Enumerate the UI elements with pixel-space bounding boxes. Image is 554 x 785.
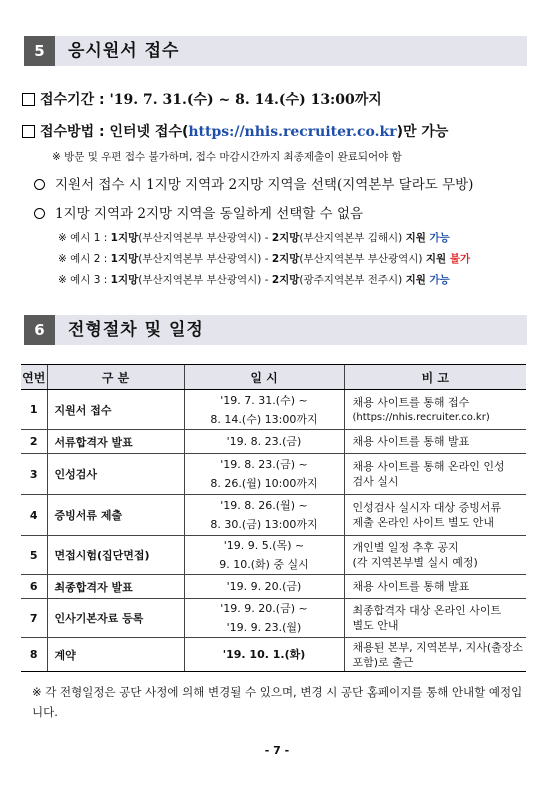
row-remark-line1: 채용된 본부, 지역본부, 지사(출장소 <box>352 640 524 654</box>
table-row <box>21 536 526 575</box>
row-category: 면접시험(집단면접) <box>47 536 184 575</box>
row-remark-line2: 제출 온라인 사이트 별도 안내 <box>352 516 494 529</box>
row-date-line2: 8. 14.(수) 13:00까지 <box>210 412 318 426</box>
second-choice-detail: (부산지역본부 김해시) <box>299 232 406 244</box>
bullet-2 <box>34 202 363 222</box>
verdict-value: 가능 <box>429 232 450 244</box>
section-6-header <box>24 315 527 345</box>
bullet-1 <box>34 173 473 193</box>
recruit-url-text: (https://nhis.recruiter.co.kr) <box>352 411 490 423</box>
row-remark <box>344 536 526 575</box>
second-choice-detail: (부산지역본부 부산광역시) <box>299 253 426 265</box>
row-remark-line1: 채용 사이트를 통해 온라인 인성 <box>352 460 505 473</box>
first-choice-label: 1지망 <box>110 253 139 265</box>
row-date-line1: '19. 9. 20.(금) ~ <box>220 602 308 615</box>
table-row <box>21 599 526 638</box>
verdict-value: 불가 <box>449 253 471 265</box>
section-6-title: 전형절차 및 일정 <box>68 320 204 340</box>
row-remark <box>344 599 526 638</box>
row-date <box>184 536 344 575</box>
row-date-line1: '19. 8. 26.(월) ~ <box>220 499 308 512</box>
page-number: - 7 - <box>264 744 290 757</box>
verdict-value: 가능 <box>429 274 450 286</box>
recruit-site-link[interactable]: https://nhis.recruiter.co.kr <box>188 124 397 140</box>
table-row <box>21 575 526 599</box>
row-number: 5 <box>21 536 47 575</box>
row-remark-line2: 별도 안내 <box>352 619 399 632</box>
example-prefix: ※ 예시 2 : <box>58 253 111 265</box>
row-date <box>184 599 344 638</box>
row-category: 증빙서류 제출 <box>47 495 184 536</box>
row-date-line1: '19. 9. 5.(목) ~ <box>223 539 305 552</box>
row-date-line2: 8. 26.(월) 10:00까지 <box>210 477 318 490</box>
row-number: 4 <box>21 495 47 536</box>
example-line <box>58 230 450 245</box>
row-number: 2 <box>21 430 47 454</box>
method-note: ※ 방문 및 우편 접수 불가하며, 접수 마감시간까지 최종제출이 완료되어야 함 <box>52 151 402 163</box>
row-date-line2: 8. 30.(금) 13:00까지 <box>210 518 318 531</box>
example-prefix: ※ 예시 1 : <box>58 232 111 244</box>
second-choice-label: 2지망 <box>271 232 300 244</box>
row-remark-line1: 최종합격자 대상 온라인 사이트 <box>352 604 502 617</box>
method-prefix: 인터넷 접수( <box>109 124 189 140</box>
row-remark <box>344 430 526 454</box>
row-category: 서류합격자 발표 <box>47 430 184 454</box>
row-date-line1: '19. 8. 23.(금) <box>226 435 302 448</box>
row-category: 최종합격자 발표 <box>47 575 184 599</box>
row-remark-line1: 채용 사이트를 통해 발표 <box>352 435 470 448</box>
row-category: 지원서 접수 <box>47 390 184 430</box>
example-line <box>58 272 450 287</box>
section-5-title: 응시원서 접수 <box>68 41 180 61</box>
example-prefix: ※ 예시 3 : <box>58 274 111 286</box>
row-remark-line2: (각 지역본부별 실시 예정) <box>352 556 478 569</box>
row-remark <box>344 495 526 536</box>
table-header-row <box>21 365 526 390</box>
example-line <box>58 251 470 266</box>
row-remark-line2: 포함)로 출근 <box>352 655 414 669</box>
checkbox-icon <box>22 125 35 138</box>
row-category: 계약 <box>47 638 184 672</box>
period-line: 접수기간 : '19. 7. 31.(수) ~ 8. 14.(수) 13:00까지 <box>22 89 382 109</box>
first-choice-detail: (부산지역본부 부산광역시) - <box>138 274 272 286</box>
verdict-label: 지원 <box>405 232 430 244</box>
row-remark <box>344 575 526 599</box>
row-remark-line1: 인성검사 실시자 대상 증빙서류 <box>352 501 502 514</box>
row-remark-line1: 개인별 일정 추후 공지 <box>352 541 459 554</box>
row-date-line2: 9. 10.(화) 중 실시 <box>219 558 309 571</box>
row-remark <box>344 638 526 672</box>
table-row <box>21 638 526 672</box>
period-label: 접수기간 <box>40 92 95 108</box>
row-category: 인성검사 <box>47 454 184 495</box>
row-date <box>184 495 344 536</box>
row-date-line1: '19. 9. 20.(금) <box>226 580 302 593</box>
row-date-line2: '19. 9. 23.(월) <box>226 621 302 634</box>
row-number: 6 <box>21 575 47 599</box>
row-remark-line1: 채용 사이트를 통해 접수 <box>352 395 470 409</box>
first-choice-detail: (부산지역본부 부산광역시) - <box>138 232 272 244</box>
schedule-note: ※ 각 전형일정은 공단 사정에 의해 변경될 수 있으며, 변경 시 공단 홈페이지를 통해 안내할 예정입니다. <box>32 685 523 719</box>
method-line: 접수방법 : 인터넷 접수(https://nhis.recruiter.co.kr)만 가능 <box>22 121 448 141</box>
method-label: 접수방법 <box>40 124 95 140</box>
first-choice-detail: (부산지역본부 부산광역시) - <box>138 253 272 265</box>
checkbox-icon <box>22 93 35 106</box>
bullet-circle-icon <box>34 179 45 190</box>
second-choice-label: 2지망 <box>271 274 300 286</box>
header-remark: 비 고 <box>344 365 526 390</box>
row-remark <box>344 454 526 495</box>
row-number: 1 <box>21 390 47 430</box>
schedule-table <box>21 364 526 672</box>
row-date <box>184 638 344 672</box>
verdict-label: 지원 <box>425 253 450 265</box>
header-no: 연번 <box>21 365 47 390</box>
row-date-line1: '19. 10. 1.(화) <box>222 648 306 661</box>
period-value: '19. 7. 31.(수) ~ 8. 14.(수) 13:00까지 <box>109 92 382 108</box>
row-number: 3 <box>21 454 47 495</box>
header-category: 구 분 <box>47 365 184 390</box>
second-choice-detail: (광주지역본부 전주시) <box>299 274 406 286</box>
bullet-1-text: 지원서 접수 시 1지망 지역과 2지망 지역을 선택(지역본부 달라도 무방) <box>55 177 474 193</box>
first-choice-label: 1지망 <box>110 274 139 286</box>
row-date-line1: '19. 7. 31.(수) ~ <box>220 393 308 407</box>
row-date-line1: '19. 8. 23.(금) ~ <box>220 458 308 471</box>
row-date <box>184 390 344 430</box>
section-5-number: 5 <box>24 36 55 66</box>
row-remark <box>344 390 526 430</box>
table-row <box>21 430 526 454</box>
section-5-header <box>24 36 527 66</box>
row-number: 7 <box>21 599 47 638</box>
bullet-2-text: 1지망 지역과 2지망 지역을 동일하게 선택할 수 없음 <box>55 206 364 222</box>
row-remark-line1: 채용 사이트를 통해 발표 <box>352 580 470 593</box>
second-choice-label: 2지망 <box>271 253 300 265</box>
table-row <box>21 390 526 430</box>
row-category: 인사기본자료 등록 <box>47 599 184 638</box>
row-remark-line2: 검사 실시 <box>352 475 399 488</box>
first-choice-label: 1지망 <box>110 232 139 244</box>
verdict-label: 지원 <box>405 274 430 286</box>
row-number: 8 <box>21 638 47 672</box>
row-date <box>184 454 344 495</box>
header-date: 일 시 <box>184 365 344 390</box>
table-row <box>21 454 526 495</box>
table-row <box>21 495 526 536</box>
row-date <box>184 575 344 599</box>
section-6-number: 6 <box>24 315 55 345</box>
bullet-circle-icon <box>34 208 45 219</box>
method-suffix: )만 가능 <box>396 124 449 140</box>
row-date <box>184 430 344 454</box>
